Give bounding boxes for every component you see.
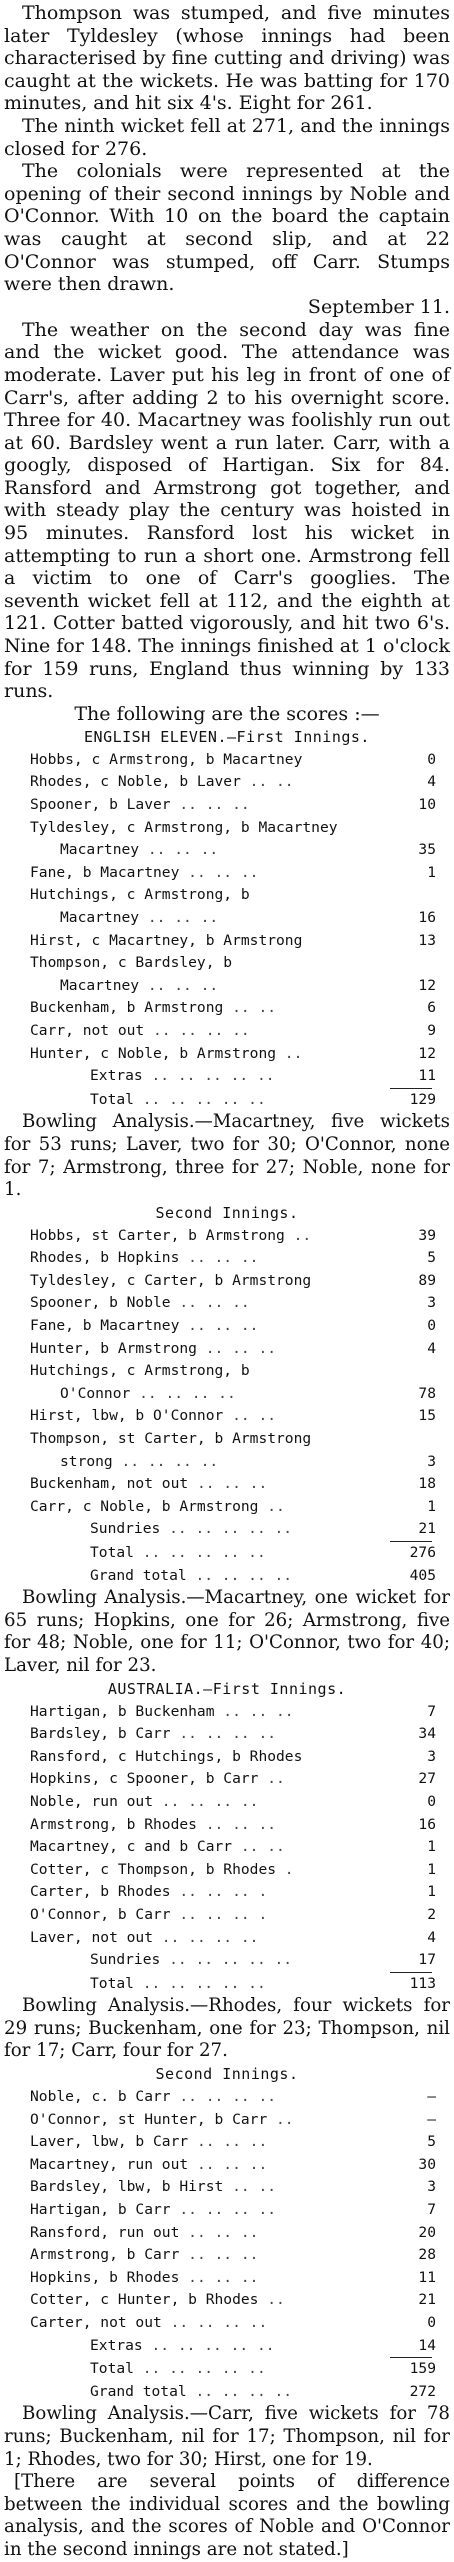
runs-scored: 6 (427, 999, 436, 1017)
batsman-dismissal: Sundries (90, 1520, 161, 1538)
batting-row (4, 1383, 450, 1406)
leader-dots: .. .. .. (188, 1475, 268, 1493)
batting-row (4, 2222, 450, 2245)
leader-dots: .. (267, 2110, 294, 2128)
batting-row (4, 1701, 450, 1724)
leader-dots: .. .. .. .. .. (133, 2360, 266, 2378)
leader-dots (311, 1270, 392, 1293)
newspaper-column (4, 2, 450, 2562)
leader-dots: .. .. .. .. (130, 1384, 236, 1402)
batting-row (4, 2109, 450, 2132)
bowling-analysis: Bowling Analysis.—Macartney, five wickets for 53 runs; Laver, two for 30; O'Connor, none for 7; Armstrong, three for 27; Noble, none for 1. (4, 1111, 450, 1201)
runs-scored: 9 (427, 1021, 436, 1039)
runs-scored: 3 (427, 1294, 436, 1312)
batting-row (4, 839, 450, 862)
total-value: 129 (409, 1090, 436, 1108)
batsman-dismissal: Buckenham, b Armstrong (30, 999, 224, 1017)
runs-scored: 0 (427, 2314, 436, 2331)
innings-heading: ENGLISH ELEVEN.—First Innings. (84, 727, 370, 746)
batsman-dismissal: Laver, not out (30, 1928, 154, 1946)
innings-total-row (4, 2358, 450, 2381)
total-label: Total (90, 2360, 134, 2378)
batsman-dismissal: Macartney (60, 841, 140, 859)
batsman-dismissal: Laver, lbw, b Carr (30, 2133, 189, 2151)
innings-total-row (4, 1089, 450, 1112)
total-value: 276 (409, 1544, 436, 1561)
runs-scored: 1 (427, 1883, 436, 1901)
batting-row (4, 1292, 450, 1315)
report-paragraph: The ninth wicket fell at 271, and the innings closed for 276. (4, 114, 450, 160)
extras-row (4, 1949, 450, 1972)
batting-row (4, 2154, 450, 2177)
batting-row (4, 975, 450, 998)
runs-scored: 89 (418, 1271, 436, 1289)
total-value: 113 (409, 1974, 436, 1992)
leader-dots: .. .. .. .. .. (142, 1067, 275, 1085)
leader-dots: .. .. .. .. (112, 1452, 219, 1470)
leader-dots: .. .. .. (214, 1702, 294, 1720)
batsman-dismissal: Hirst, lbw, b O'Connor (30, 1407, 224, 1425)
leader-dots: .. .. .. (139, 908, 219, 926)
batsman-dismissal: Extras (90, 2336, 143, 2354)
batting-row (4, 817, 450, 840)
runs-scored: 5 (427, 1249, 436, 1267)
runs-scored: 28 (418, 2246, 436, 2264)
runs-scored: 39 (418, 1226, 436, 1244)
total-label: Total (90, 1090, 134, 1108)
batsman-dismissal: Fane, b Macartney (30, 863, 180, 881)
batting-row (4, 749, 450, 772)
batting-row (4, 884, 450, 907)
batsman-dismissal: Hartigan, b Buckenham (30, 1702, 215, 1720)
batting-row (4, 1315, 450, 1338)
batting-row (4, 2267, 450, 2290)
leader-dots: .. .. (232, 1838, 285, 1856)
batting-row (4, 1768, 450, 1791)
runs-scored: 7 (427, 2201, 436, 2219)
runs-scored: 1 (427, 1497, 436, 1515)
batsman-dismissal: Armstrong, b Rhodes (30, 1815, 197, 1833)
batsman-dismissal: Noble, run out (30, 1792, 154, 1810)
batsman-dismissal: Hobbs, c Armstrong, b Macartney (30, 750, 303, 768)
runs-scored: 27 (418, 1770, 436, 1788)
batsman-dismissal: Hunter, b Armstrong (30, 1339, 197, 1357)
batting-row (4, 1247, 450, 1270)
batsman-dismissal: Hartigan, b Carr (30, 2201, 171, 2219)
runs-scored: 16 (418, 1815, 436, 1833)
runs-scored: 4 (427, 1339, 436, 1357)
leader-dots: .. (258, 1497, 285, 1515)
innings-heading: AUSTRALIA.—First Innings. (107, 1679, 347, 1698)
runs-scored: 1 (427, 1860, 436, 1878)
batsman-dismissal: Spooner, b Noble (30, 1294, 171, 1312)
runs-scored: 20 (418, 2223, 436, 2241)
batsman-dismissal: Carter, b Rhodes (30, 1883, 171, 1901)
leader-dots: .. .. .. .. .. (133, 1974, 266, 1992)
batsman-dismissal: Armstrong, b Carr (30, 2246, 180, 2264)
batsman-dismissal: O'Connor, b Carr (30, 1905, 171, 1923)
batsman-dismissal: strong (60, 1452, 113, 1470)
runs-scored: 34 (418, 1725, 436, 1743)
leader-dots: .. (258, 1770, 285, 1788)
extras-row (4, 2335, 450, 2358)
bowling-analysis: Bowling Analysis.—Carr, five wickets for 78 runs; Buckenham, nil for 17; Thompson, nil for 1; Rhodes, two for 30; Hirst, one for 19. (4, 2403, 450, 2470)
batting-row (4, 2176, 450, 2199)
leader-dots: .. .. .. .. .. (142, 2336, 275, 2354)
batsman-dismissal: Tyldesley, c Armstrong, b Macartney (30, 818, 338, 836)
grand-total-row (4, 1565, 450, 1588)
runs-scored: 12 (418, 976, 436, 994)
leader-dots: . (276, 1860, 294, 1878)
batting-row (4, 952, 450, 975)
batting-list (4, 2086, 450, 2357)
grand-total-label: Grand total (90, 1566, 187, 1584)
batting-row (4, 1859, 450, 1882)
leader-dots: .. .. .. .. (170, 2201, 277, 2219)
batsman-dismissal: Ransford, c Hutchings, b Rhodes (30, 1747, 303, 1765)
scorecard-australia-second-innings (4, 2063, 450, 2471)
innings-total-row (4, 1973, 450, 1996)
batsman-dismissal: Cotter, c Hunter, b Rhodes (30, 2291, 259, 2309)
leader-dots: .. .. .. .. (170, 2088, 277, 2106)
runs-scored: 2 (427, 1905, 436, 1923)
runs-scored: 15 (418, 1407, 436, 1425)
extras-row (4, 1518, 450, 1541)
runs-scored: 4 (427, 1928, 436, 1946)
batsman-dismissal: Rhodes, b Hopkins (30, 1249, 180, 1267)
batsman-dismissal: Thompson, c Bardsley, b (30, 954, 233, 972)
batsman-dismissal: Hutchings, c Armstrong, b (30, 1362, 250, 1380)
leader-dots: .. .. .. .. .. (133, 1090, 266, 1108)
runs-scored: 10 (418, 796, 436, 813)
runs-scored: 0 (427, 1317, 436, 1335)
runs-scored: 21 (418, 1520, 436, 1538)
batting-row (4, 2244, 450, 2267)
leader-dots: .. .. .. .. .. (160, 1951, 293, 1969)
batsman-dismissal: Sundries (90, 1951, 161, 1969)
leader-dots: .. .. .. (179, 863, 259, 881)
batting-row (4, 1360, 450, 1383)
total-value: 159 (409, 2360, 436, 2378)
leader-dots: .. .. .. (188, 2155, 268, 2173)
batsman-dismissal: Bardsley, lbw, b Hirst (30, 2178, 224, 2196)
runs-scored: 4 (427, 773, 436, 791)
leader-dots: .. .. .. (196, 1815, 277, 1833)
leader-dots: .. .. .. .. (186, 2382, 293, 2400)
leader-dots: .. (284, 1226, 312, 1244)
batting-row (4, 1270, 450, 1293)
dateline: September 11. (307, 295, 450, 318)
leader-dots: .. .. .. .. (170, 1725, 277, 1743)
report-paragraph: The colonials were represented at the opening of their second innings by Noble and O'Connor. With 10 on the board the captain was caught at second slip, and at 22 O'Connor was stumped, off Carr. Stumps were then drawn. (4, 160, 450, 296)
batting-row (4, 2199, 450, 2222)
leader-dots: .. .. .. (170, 1294, 250, 1312)
batsman-dismissal: Fane, b Macartney (30, 1317, 180, 1335)
leader-dots (302, 1746, 392, 1769)
batsman-dismissal: Macartney, run out (30, 2155, 189, 2173)
batting-row (4, 1473, 450, 1496)
batting-row (4, 2086, 450, 2109)
batsman-dismissal: Carr, not out (30, 1021, 145, 1039)
grand-total-value: 405 (409, 1566, 436, 1584)
batsman-dismissal: Hunter, c Noble, b Armstrong (30, 1044, 277, 1062)
leader-dots: .. .. .. .. (186, 1566, 293, 1584)
innings-heading: Second Innings. (155, 1203, 299, 1222)
batsman-dismissal: Thompson, st Carter, b Armstrong (30, 1430, 312, 1448)
leader-dots: .. .. .. (179, 1249, 259, 1267)
runs-scored: 30 (418, 2155, 436, 2173)
leader-dots: .. (276, 1044, 303, 1062)
runs-scored: 3 (427, 1452, 436, 1470)
batting-row (4, 1904, 450, 1927)
report-paragraph: Thompson was stumped, and five minutes later Tyldesley (whose innings had been characterised by fine cutting and driving) was caught at the wickets. He was batting for 170 minutes, and hit six 4's. Eight for 261. (4, 2, 450, 115)
batsman-dismissal: Tyldesley, c Carter, b Armstrong (30, 1271, 312, 1289)
leader-dots: .. .. .. (179, 2246, 259, 2264)
leader-dots: .. (258, 2291, 285, 2309)
grand-total-label: Grand total (90, 2382, 187, 2400)
runs-scored: 12 (418, 1044, 436, 1062)
batsman-dismissal: O'Connor, st Hunter, b Carr (30, 2110, 268, 2128)
runs-scored: — (427, 2110, 436, 2128)
runs-scored: 11 (418, 2268, 436, 2286)
runs-scored: 5 (427, 2133, 436, 2151)
batting-row (4, 1451, 450, 1474)
leader-dots (302, 749, 392, 772)
runs-scored: 0 (427, 750, 436, 768)
batting-row (4, 1428, 450, 1451)
batsman-dismissal: Noble, c. b Carr (30, 2088, 171, 2106)
leader-dots: .. .. .. .. .. (133, 1544, 266, 1561)
runs-scored: 78 (418, 1384, 436, 1402)
batting-row (4, 2131, 450, 2154)
scorecard-england-second-innings (4, 1202, 450, 1678)
innings-total-row (4, 1542, 450, 1565)
runs-scored: 3 (427, 2178, 436, 2196)
innings-heading: Second Innings. (155, 2065, 299, 2084)
runs-scored: 21 (418, 2291, 436, 2309)
batting-row (4, 1814, 450, 1837)
batting-row (4, 1927, 450, 1950)
batting-row (4, 1836, 450, 1859)
batsman-dismissal: Cotter, c Thompson, b Rhodes (30, 1860, 277, 1878)
leader-dots: .. .. .. .. (153, 1928, 259, 1946)
batting-list (4, 749, 450, 1088)
batsman-dismissal: Hobbs, st Carter, b Armstrong (30, 1226, 285, 1244)
leader-dots: .. .. .. (170, 796, 250, 813)
leader-dots: .. .. .. . (170, 1883, 268, 1901)
batting-row (4, 1723, 450, 1746)
batting-row (4, 2312, 450, 2335)
batsman-dismissal: Rhodes, c Noble, b Laver (30, 773, 241, 791)
batsman-dismissal: Ransford, run out (30, 2223, 180, 2241)
runs-scored: 1 (427, 1838, 436, 1856)
runs-scored: 0 (427, 1792, 436, 1810)
total-label: Total (90, 1974, 134, 1992)
runs-scored: 7 (427, 1702, 436, 1720)
batsman-dismissal: Carr, c Noble, b Armstrong (30, 1497, 259, 1515)
scorecard-england-first-innings (4, 726, 450, 1202)
leader-dots: .. .. .. (179, 2223, 259, 2241)
batting-row (4, 1225, 450, 1248)
scorecard-australia-first-innings (4, 1678, 450, 2064)
batsman-dismissal: Hopkins, c Spooner, b Carr (30, 1770, 259, 1788)
leader-dots: .. .. .. (139, 976, 219, 994)
runs-scored: 1 (427, 863, 436, 881)
grand-total-row (4, 2381, 450, 2404)
scores-intro: The following are the scores :— (74, 702, 380, 725)
runs-scored: 17 (418, 1951, 436, 1969)
leader-dots: .. .. .. (188, 2133, 268, 2151)
batting-row (4, 2289, 450, 2312)
runs-scored: 16 (418, 908, 436, 926)
editorial-note: [There are several points of difference between the individual scores and the bowling analysis, and the scores of Noble and O'Connor in the second innings are not stated.] (4, 2471, 450, 2560)
batsman-dismissal: Extras (90, 1067, 143, 1085)
batsman-dismissal: O'Connor (60, 1384, 131, 1402)
runs-scored: 14 (418, 2336, 436, 2354)
batsman-dismissal: Hutchings, c Armstrong, b (30, 886, 250, 904)
leader-dots: .. .. .. (139, 841, 219, 859)
batting-row (4, 907, 450, 930)
batting-list (4, 1225, 450, 1541)
batting-row (4, 1881, 450, 1904)
batsman-dismissal: Macartney, c and b Carr (30, 1838, 233, 1856)
report-paragraph: The weather on the second day was fine and the wicket good. The attendance was moderate. Laver put his leg in front of one of Carr's, after adding 2 to his overnight score. Three for 40. Macartney was foolishly run out at 60. Bardsley went a run later. Carr, with a googly, disposed of Hartigan. Six for 84. Ransford and Armstrong got together, and with steady play the century was hoisted in 95 minutes. Ransford lost his wicket in attempting to run a short one. Armstrong fell a victim to one of Carr's googlies. The seventh wicket fell at 112, and the eighth at 121. Cotter batted vigorously, and hit two 6's. Nine for 148. The innings finished at 1 o'clock for 159 runs, England thus winning by 133 runs. (4, 318, 450, 703)
runs-scored: 3 (427, 1747, 436, 1765)
batsman-dismissal: Hirst, c Macartney, b Armstrong (30, 931, 303, 949)
leader-dots: .. .. .. .. (161, 2314, 268, 2331)
batting-row (4, 1020, 450, 1043)
batting-row (4, 1791, 450, 1814)
batsman-dismissal: Spooner, b Laver (30, 796, 171, 813)
batting-list (4, 1701, 450, 1972)
leader-dots: .. .. .. (179, 1317, 259, 1335)
runs-scored: — (427, 2088, 436, 2106)
leader-dots: .. .. (223, 999, 277, 1017)
batsman-dismissal: Carter, not out (30, 2314, 162, 2331)
leader-dots: .. .. (223, 2178, 277, 2196)
runs-scored: 18 (418, 1475, 436, 1493)
batting-row (4, 1496, 450, 1519)
runs-scored: 11 (418, 1067, 436, 1085)
leader-dots: .. .. .. .. (144, 1021, 250, 1039)
leader-dots: .. .. .. . (170, 1905, 268, 1923)
batting-row (4, 1746, 450, 1769)
bowling-analysis: Bowling Analysis.—Rhodes, four wickets for 29 runs; Buckenham, one for 23; Thompson, nil for 17; Carr, four for 27. (4, 1995, 450, 2062)
bowling-analysis: Bowling Analysis.—Macartney, one wicket for 65 runs; Hopkins, one for 26; Armstrong, five for 48; Noble, one for 11; O'Connor, two for 40; Laver, nil for 23. (4, 1587, 450, 1676)
batting-row (4, 997, 450, 1020)
leader-dots: .. .. .. .. .. (160, 1520, 293, 1538)
batting-row (4, 1043, 450, 1066)
leader-dots: .. .. .. (196, 1339, 277, 1357)
batsman-dismissal: Bardsley, b Carr (30, 1725, 171, 1743)
leader-dots: .. .. (240, 773, 294, 791)
batting-row (4, 794, 450, 817)
batsman-dismissal: Macartney (60, 908, 140, 926)
batting-row (4, 1405, 450, 1428)
batsman-dismissal: Hopkins, b Rhodes (30, 2268, 180, 2286)
total-label: Total (90, 1544, 134, 1561)
batsman-dismissal: Buckenham, not out (30, 1475, 189, 1493)
batting-row (4, 771, 450, 794)
runs-scored: 35 (418, 841, 436, 859)
batsman-dismissal: Macartney (60, 976, 140, 994)
batting-row (4, 862, 450, 885)
leader-dots: .. .. (223, 1407, 277, 1425)
extras-row (4, 1065, 450, 1088)
leader-dots: .. .. .. .. (153, 1792, 259, 1810)
leader-dots (302, 930, 392, 953)
grand-total-value: 272 (409, 2382, 436, 2400)
batting-row (4, 930, 450, 953)
runs-scored: 13 (418, 931, 436, 949)
batting-row (4, 1338, 450, 1361)
leader-dots: .. .. .. (179, 2268, 259, 2286)
